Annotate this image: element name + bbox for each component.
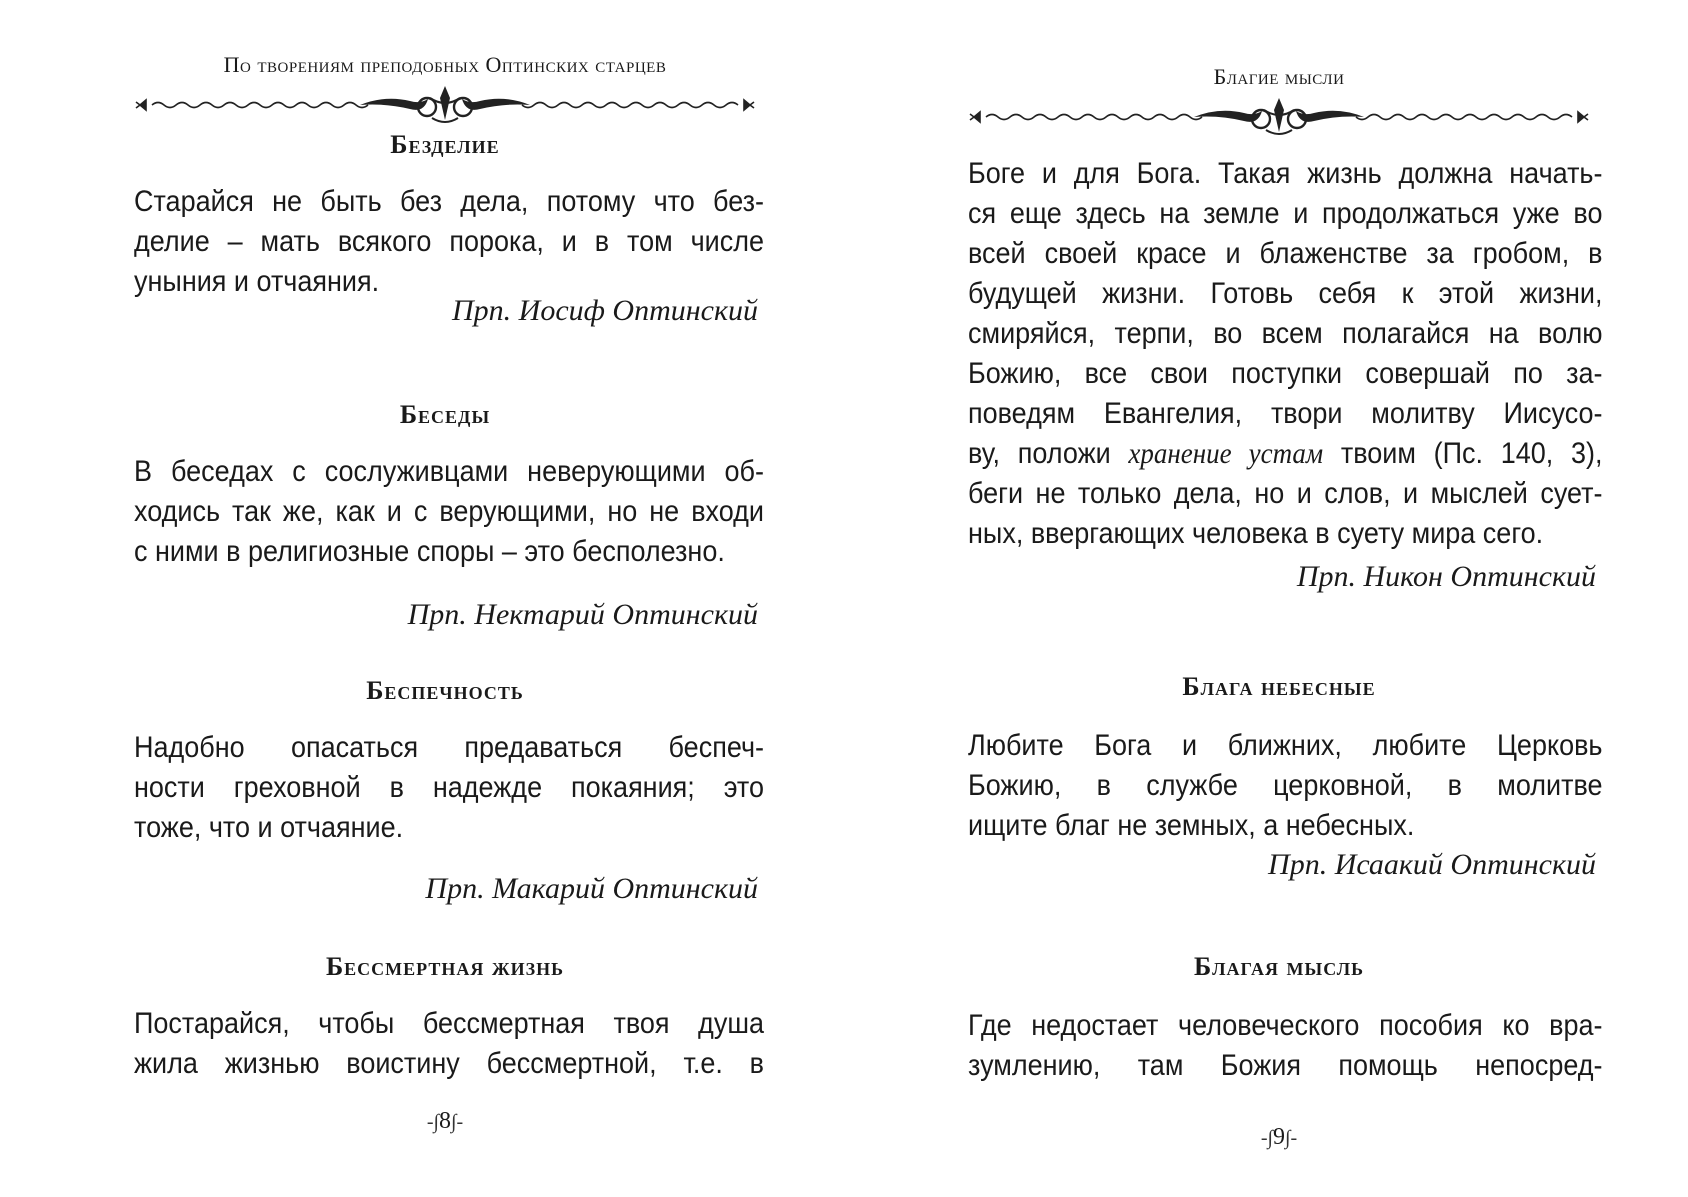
text-segment: твоим (Пс. 140, 3), xyxy=(1323,437,1603,470)
text-line: делие – мать всякого порока, и в том числе xyxy=(134,225,764,258)
text-line: Где недостает человеческого пособия ко вра- xyxy=(968,1009,1603,1042)
attribution: Прп. Макарий Оптинский xyxy=(425,872,758,905)
attribution: Прп. Нектарий Оптинский xyxy=(407,598,758,631)
attribution: Прп. Никон Оптинский xyxy=(1296,560,1596,593)
text-line: всей своей красе и блаженстве за гробом, в xyxy=(968,237,1603,270)
entry-text xyxy=(134,452,764,572)
entry-text xyxy=(134,728,764,848)
text-segment: ву, положи xyxy=(968,437,1129,470)
entry-title: Благая мысль xyxy=(1193,952,1365,981)
scroll-ornament-icon xyxy=(964,96,1594,138)
text-line: жила жизнью воистину бессмертной, т.е. в xyxy=(134,1047,764,1080)
text-line: ходись так же, как и с верующими, но не входи xyxy=(134,495,764,528)
text-line-mixed xyxy=(968,434,1603,474)
entry-title: Беседы xyxy=(399,400,491,429)
text-line: с ними в религиозные споры – это бесполезно. xyxy=(134,535,725,568)
scroll-ornament-icon xyxy=(130,84,760,126)
page-number-value: 9 xyxy=(1273,1124,1285,1150)
continuation-text xyxy=(968,154,1603,554)
entry-title: Беспечность xyxy=(366,676,524,705)
running-head: Благие мысли xyxy=(1213,64,1345,89)
flourish-icon: ∫- xyxy=(451,1111,464,1133)
text-line: поведям Евангелия, твори молитву Иисусо- xyxy=(968,397,1603,430)
flourish-icon: -∫ xyxy=(1260,1127,1273,1149)
text-line: Любите Бога и ближних, любите Церковь xyxy=(968,729,1603,762)
attribution: Прп. Исаакий Оптинский xyxy=(1268,848,1596,881)
text-line: В беседах с сослуживцами неверующими об- xyxy=(134,455,764,488)
page-number xyxy=(1219,1124,1339,1151)
text-line: Старайся не быть без дела, потому что без- xyxy=(134,185,764,218)
text-line: Постарайся, чтобы бессмертная твоя душа xyxy=(134,1007,764,1040)
text-line: ся еще здесь на земле и продолжаться уже во xyxy=(968,197,1603,230)
text-line: Боге и для Бога. Такая жизнь должна начать- xyxy=(968,157,1603,190)
entry-text xyxy=(134,182,764,302)
flourish-icon: ∫- xyxy=(1285,1127,1298,1149)
entry-text xyxy=(968,726,1603,846)
page-number xyxy=(385,1108,505,1135)
text-line: будущей жизни. Готовь себя к этой жизни, xyxy=(968,277,1603,310)
text-line: Божию, все свои поступки совершай по за- xyxy=(968,357,1603,390)
entry-title: Блага небесные xyxy=(1182,672,1376,701)
entry-text xyxy=(134,1004,764,1084)
page-number-value: 8 xyxy=(439,1108,451,1134)
text-line: Божию, в службе церковной, в молитве xyxy=(968,769,1603,802)
text-line: ности греховной в надежде покаяния; это xyxy=(134,771,764,804)
text-line: ищите благ не земных, а небесных. xyxy=(968,809,1415,842)
text-line: беги не только дела, но и слов, и мыслей сует- xyxy=(968,477,1603,510)
text-line: смиряйся, терпи, во всем полагайся на волю xyxy=(968,317,1603,350)
italic-quote: хранение устам xyxy=(1128,437,1324,470)
text-line: зумлению, там Божия помощь непосред- xyxy=(968,1049,1603,1082)
entry-title: Безделие xyxy=(390,130,500,159)
attribution: Прп. Иосиф Оптинский xyxy=(451,294,758,327)
text-line: Надобно опасаться предаваться беспеч- xyxy=(134,731,764,764)
text-line: ных, ввергающих человека в суету мира сего. xyxy=(968,517,1544,550)
right-page xyxy=(844,0,1688,1197)
entry-text xyxy=(968,1006,1603,1086)
running-head: По творениям преподобных Оптинских старцев xyxy=(223,52,667,77)
text-line: тоже, что и отчаяние. xyxy=(134,811,404,844)
flourish-icon: -∫ xyxy=(426,1111,439,1133)
entry-title: Бессмертная жизнь xyxy=(325,952,565,981)
text-line: уныния и отчаяния. xyxy=(134,265,380,298)
